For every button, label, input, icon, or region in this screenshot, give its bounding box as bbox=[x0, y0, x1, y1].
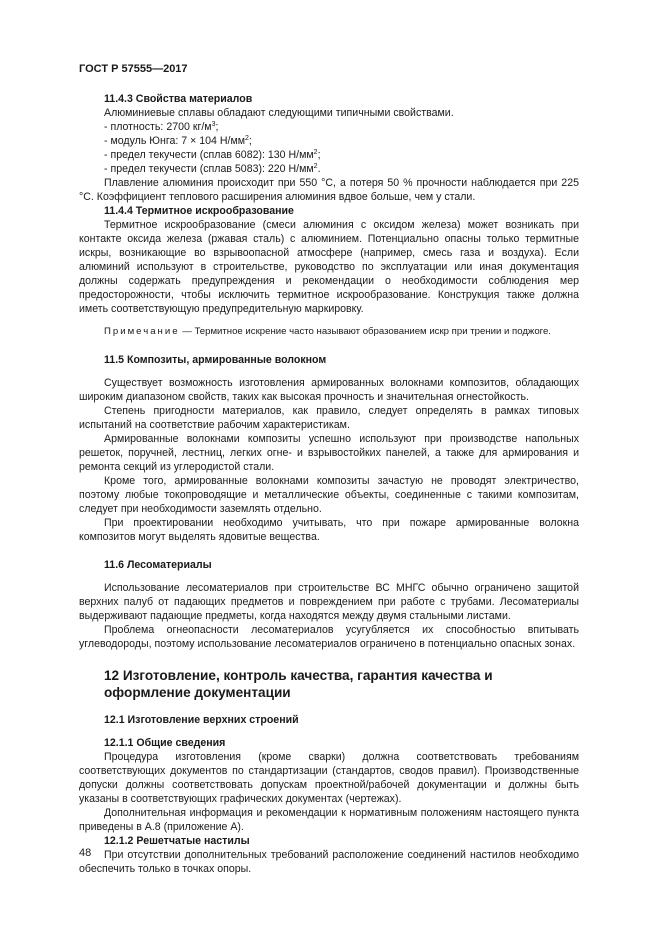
note-text: — Термитное искрение часто называют образованием искр при трении и поджоге. bbox=[179, 326, 551, 337]
paragraph: Использование лесоматериалов при строительстве ВС МНГС обычно ограничено защитой верхних палуб от падающих предметов и повреждением при работе с трубами. Лесоматериалы выдерживают падающие предметы, когда находятся между двумя стальными листами. bbox=[79, 582, 579, 622]
list-item: - предел текучести (сплав 6082): 130 $Н/мм^2$; bbox=[104, 149, 321, 161]
list-item: - модуль Юнга: 7 × 104 $Н/мм^2$; bbox=[104, 135, 252, 147]
paragraph: Плавление алюминия происходит при 550 °C, а потеря 50 % прочности наблюдается при 225 °C. Коэффициент теплового расширения алюминия вдвое больше, чем у стали. bbox=[79, 177, 579, 203]
list-item: - плотность: 2700 $кг/м^3$; bbox=[104, 121, 219, 133]
paragraph: Кроме того, армированные волокнами композиты зачастую не проводят электричество, поэтому любые токопроводящие и металлические объекты, соединенные с такими композитам, следует при необходимости заземлять отдельно. bbox=[79, 475, 579, 515]
list-item: - предел текучести (сплав 5083): 220 $Н/мм^2$. bbox=[104, 163, 321, 175]
page-content bbox=[79, 92, 579, 876]
heading-12-1-1: 12.1.1 Общие сведения bbox=[104, 737, 226, 749]
heading-12-1-2: 12.1.2 Решетчатые настилы bbox=[104, 835, 250, 847]
paragraph: Алюминиевые сплавы обладают следующими типичными свойствами. bbox=[104, 107, 454, 119]
heading-12: 12 Изготовление, контроль качества, гарантия качества и оформление документации bbox=[104, 668, 493, 700]
heading-11-4-4: 11.4.4 Термитное искрообразование bbox=[104, 205, 294, 217]
paragraph: Армированные волокнами композиты успешно используют при производстве напольных решеток, поручней, лестниц, легких огне- и взрывостойких панелей, а также для армирования и ремонта секций из углеродистой стали. bbox=[79, 433, 579, 473]
page-number: 48 bbox=[79, 847, 92, 859]
paragraph: Процедура изготовления (кроме сварки) должна соответствовать требованиям соответствующих документов по стандартизации (стандартов, сводов правил). Производственные допуски должны соответствовать допускам проектной/рабочей документации и должны быть указаны в соответствующих графических документах (чертежах). bbox=[79, 751, 579, 805]
note-label: Примечание bbox=[104, 326, 180, 337]
note bbox=[79, 325, 579, 339]
heading-12-1: 12.1 Изготовление верхних строений bbox=[104, 714, 299, 726]
paragraph: Степень пригодности материалов, как правило, следует определять в рамках типовых испытаний на соответствие рабочим характеристикам. bbox=[79, 405, 579, 431]
paragraph: Дополнительная информация и рекомендации к нормативным положениям настоящего пункта приведены в А.8 (приложение А). bbox=[79, 807, 579, 833]
heading-11-5: 11.5 Композиты, армированные волокном bbox=[104, 354, 327, 366]
document-code-header: ГОСТ Р 57555—2017 bbox=[79, 63, 188, 75]
paragraph: Проблема огнеопасности лесоматериалов усугубляется их способностью впитывать углеводороды, поэтому использование лесоматериалов ограничено в потенциально опасных зонах. bbox=[79, 624, 579, 650]
paragraph: Существует возможность изготовления армированных волокнами композитов, обладающих широким диапазоном свойств, таких как высокая прочность и значительная огнестойкость. bbox=[79, 377, 579, 403]
paragraph: При проектировании необходимо учитывать, что при пожаре армированные волокна композитов могут выделять ядовитые вещества. bbox=[79, 517, 579, 543]
paragraph: Термитное искрообразование (смеси алюминия с оксидом железа) может возникать при контакте оксида железа (ржавая сталь) с алюминием. Потенциально опасны только термитные искры, возникающие во взрывоопасной атмосфере (например, смесь газа и воздуха). Если алюминий используют в строительстве, руководство по эксплуатации или иная документация должны содержать предупреждения и рекомендации о необходимости соблюдения мер предосторожности, чтобы исключить термитное искрообразование. Конструкция также должна иметь соответствующую предупредительную маркировку. bbox=[79, 219, 579, 315]
heading-11-6: 11.6 Лесоматериалы bbox=[104, 559, 212, 571]
paragraph: При отсутствии дополнительных требований расположение соединений настилов необходимо обеспечить только в точках опоры. bbox=[79, 849, 579, 875]
heading-11-4-3: 11.4.3 Свойства материалов bbox=[104, 93, 253, 105]
